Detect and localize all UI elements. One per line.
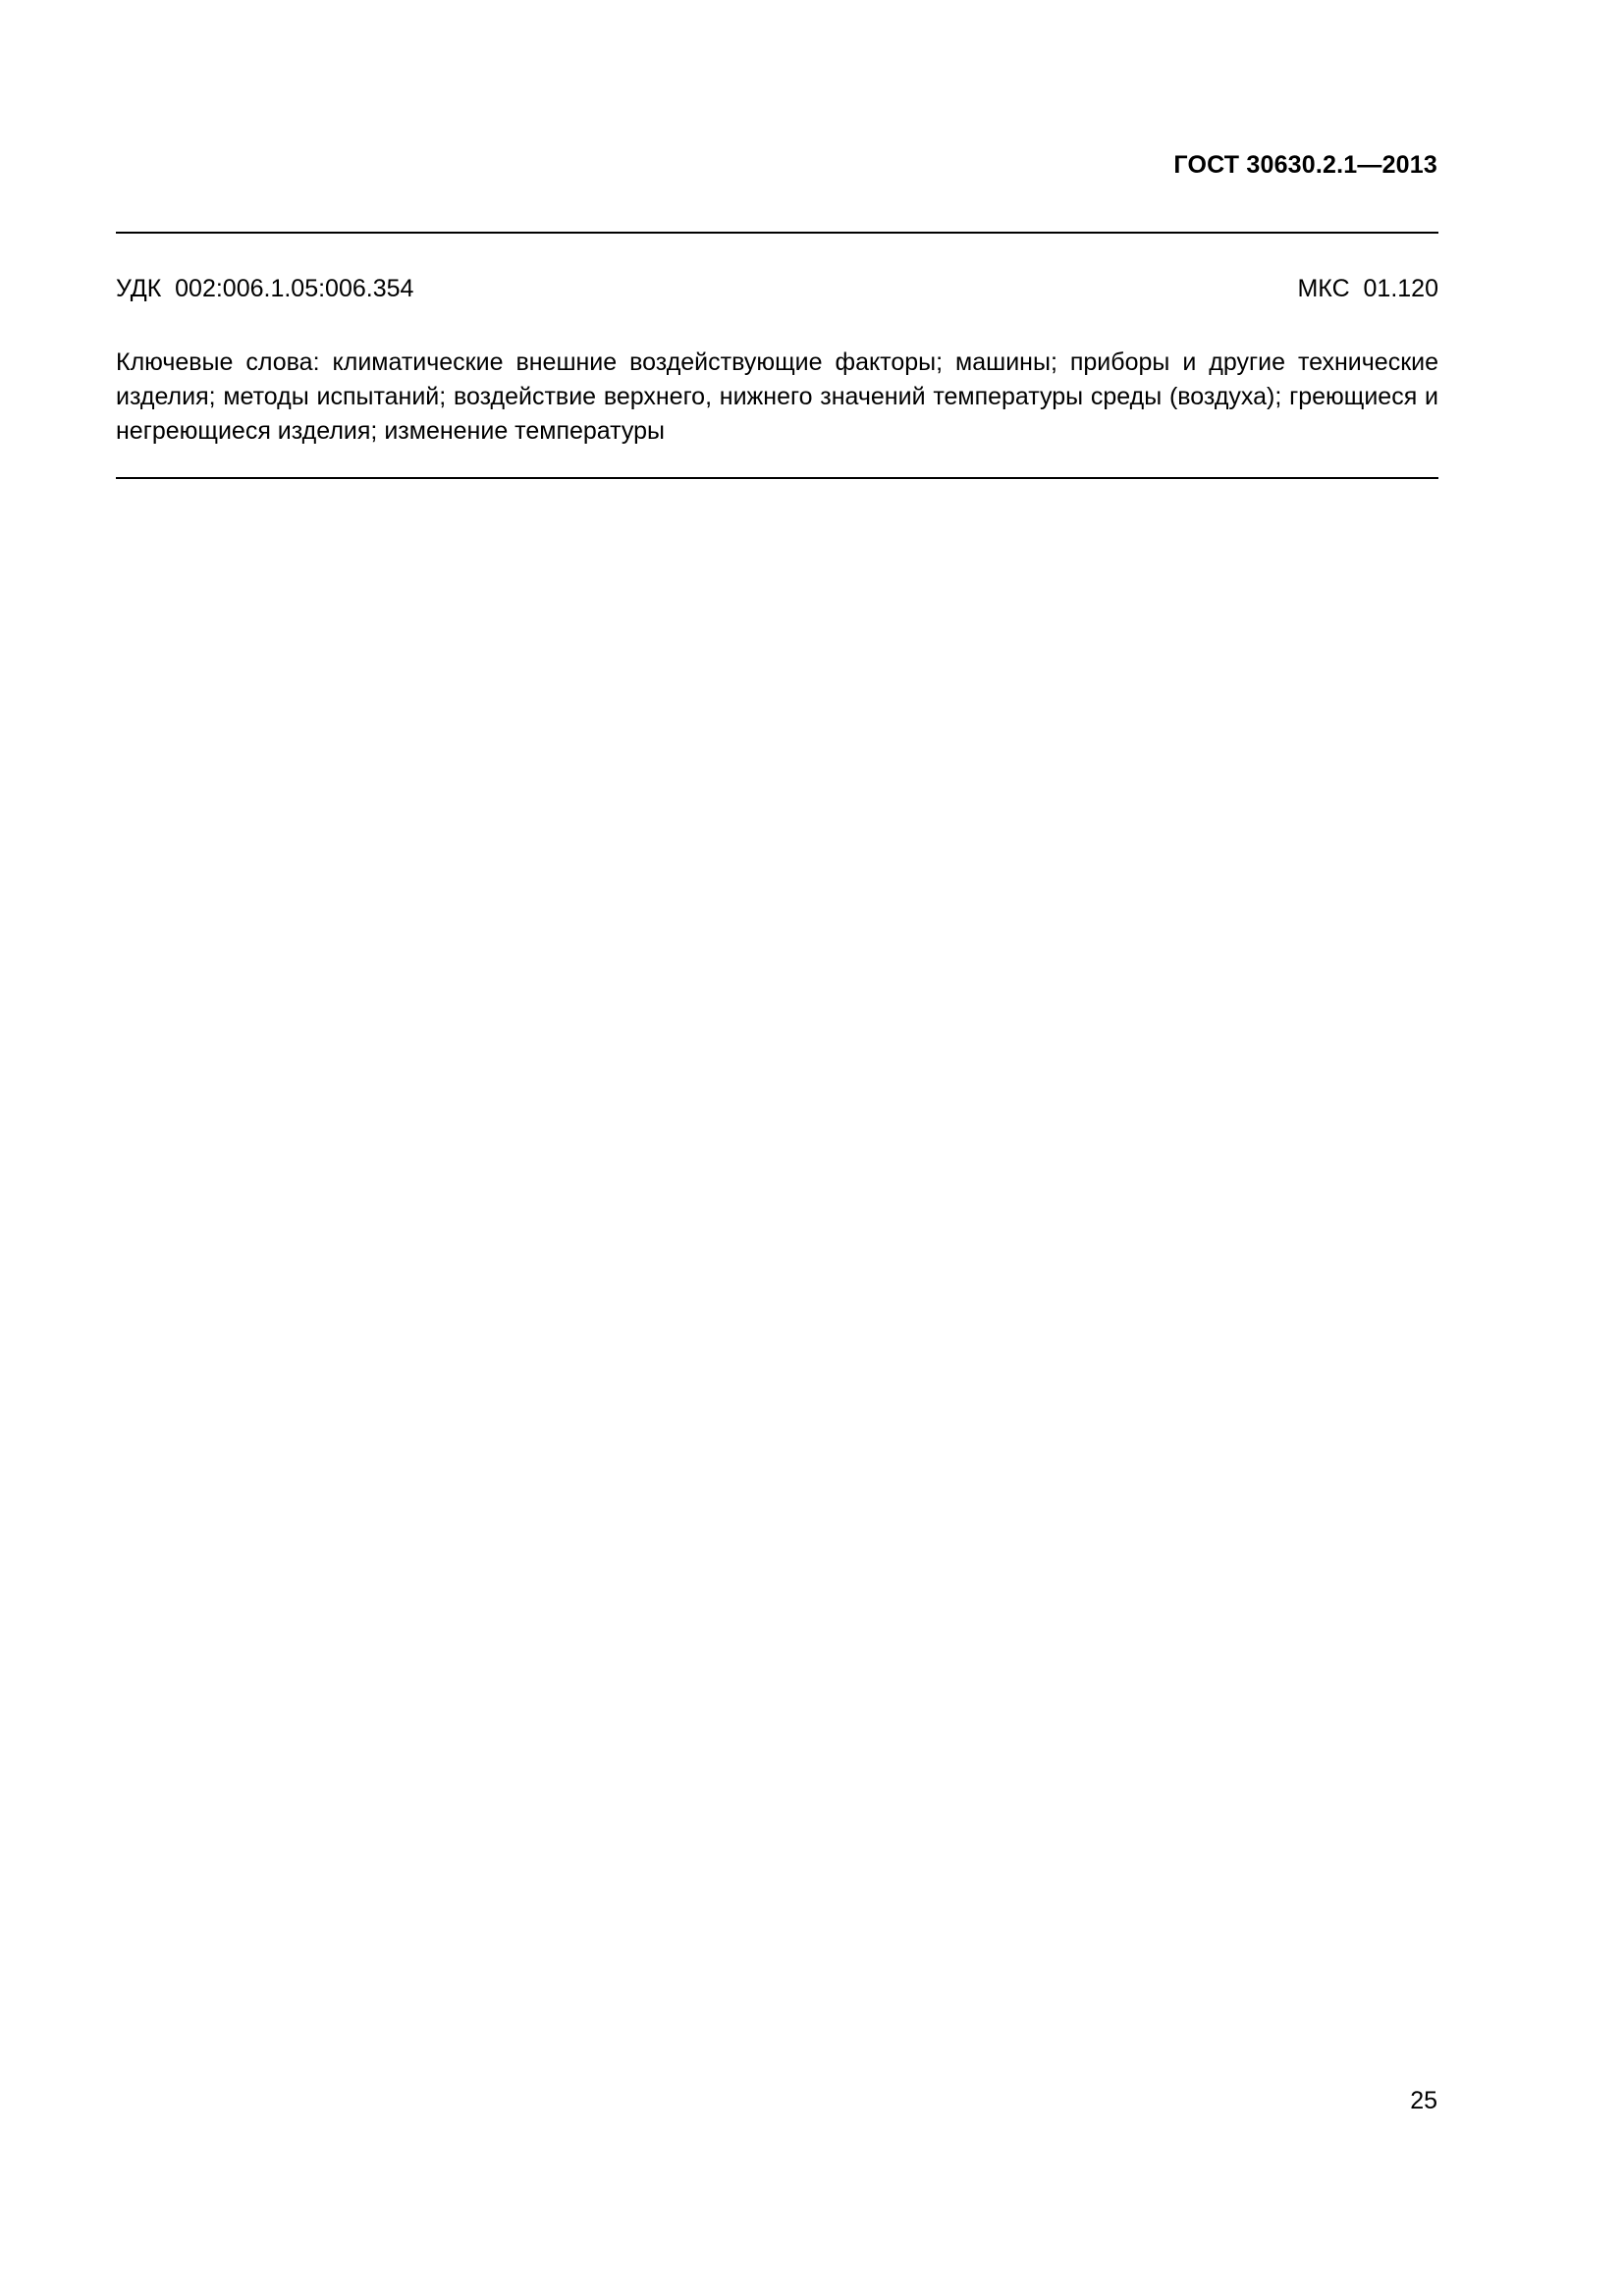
ics-code: МКС 01.120 [1297, 275, 1438, 302]
document-number: ГОСТ 30630.2.1—2013 [1173, 151, 1437, 179]
bottom-divider [116, 477, 1438, 479]
page-number: 25 [1410, 2087, 1437, 2114]
top-divider [116, 232, 1438, 234]
keywords-paragraph: Ключевые слова: климатические внешние воздействующие факторы; машины; приборы и другие технические изделия; методы испытаний; воздействие верхнего, нижнего значений температуры среды (воздуха); греющиеся и негреющиеся изделия; изменение температуры [116, 348, 1438, 445]
classification-row [116, 273, 1438, 304]
udc-code: УДК 002:006.1.05:006.354 [116, 275, 414, 302]
